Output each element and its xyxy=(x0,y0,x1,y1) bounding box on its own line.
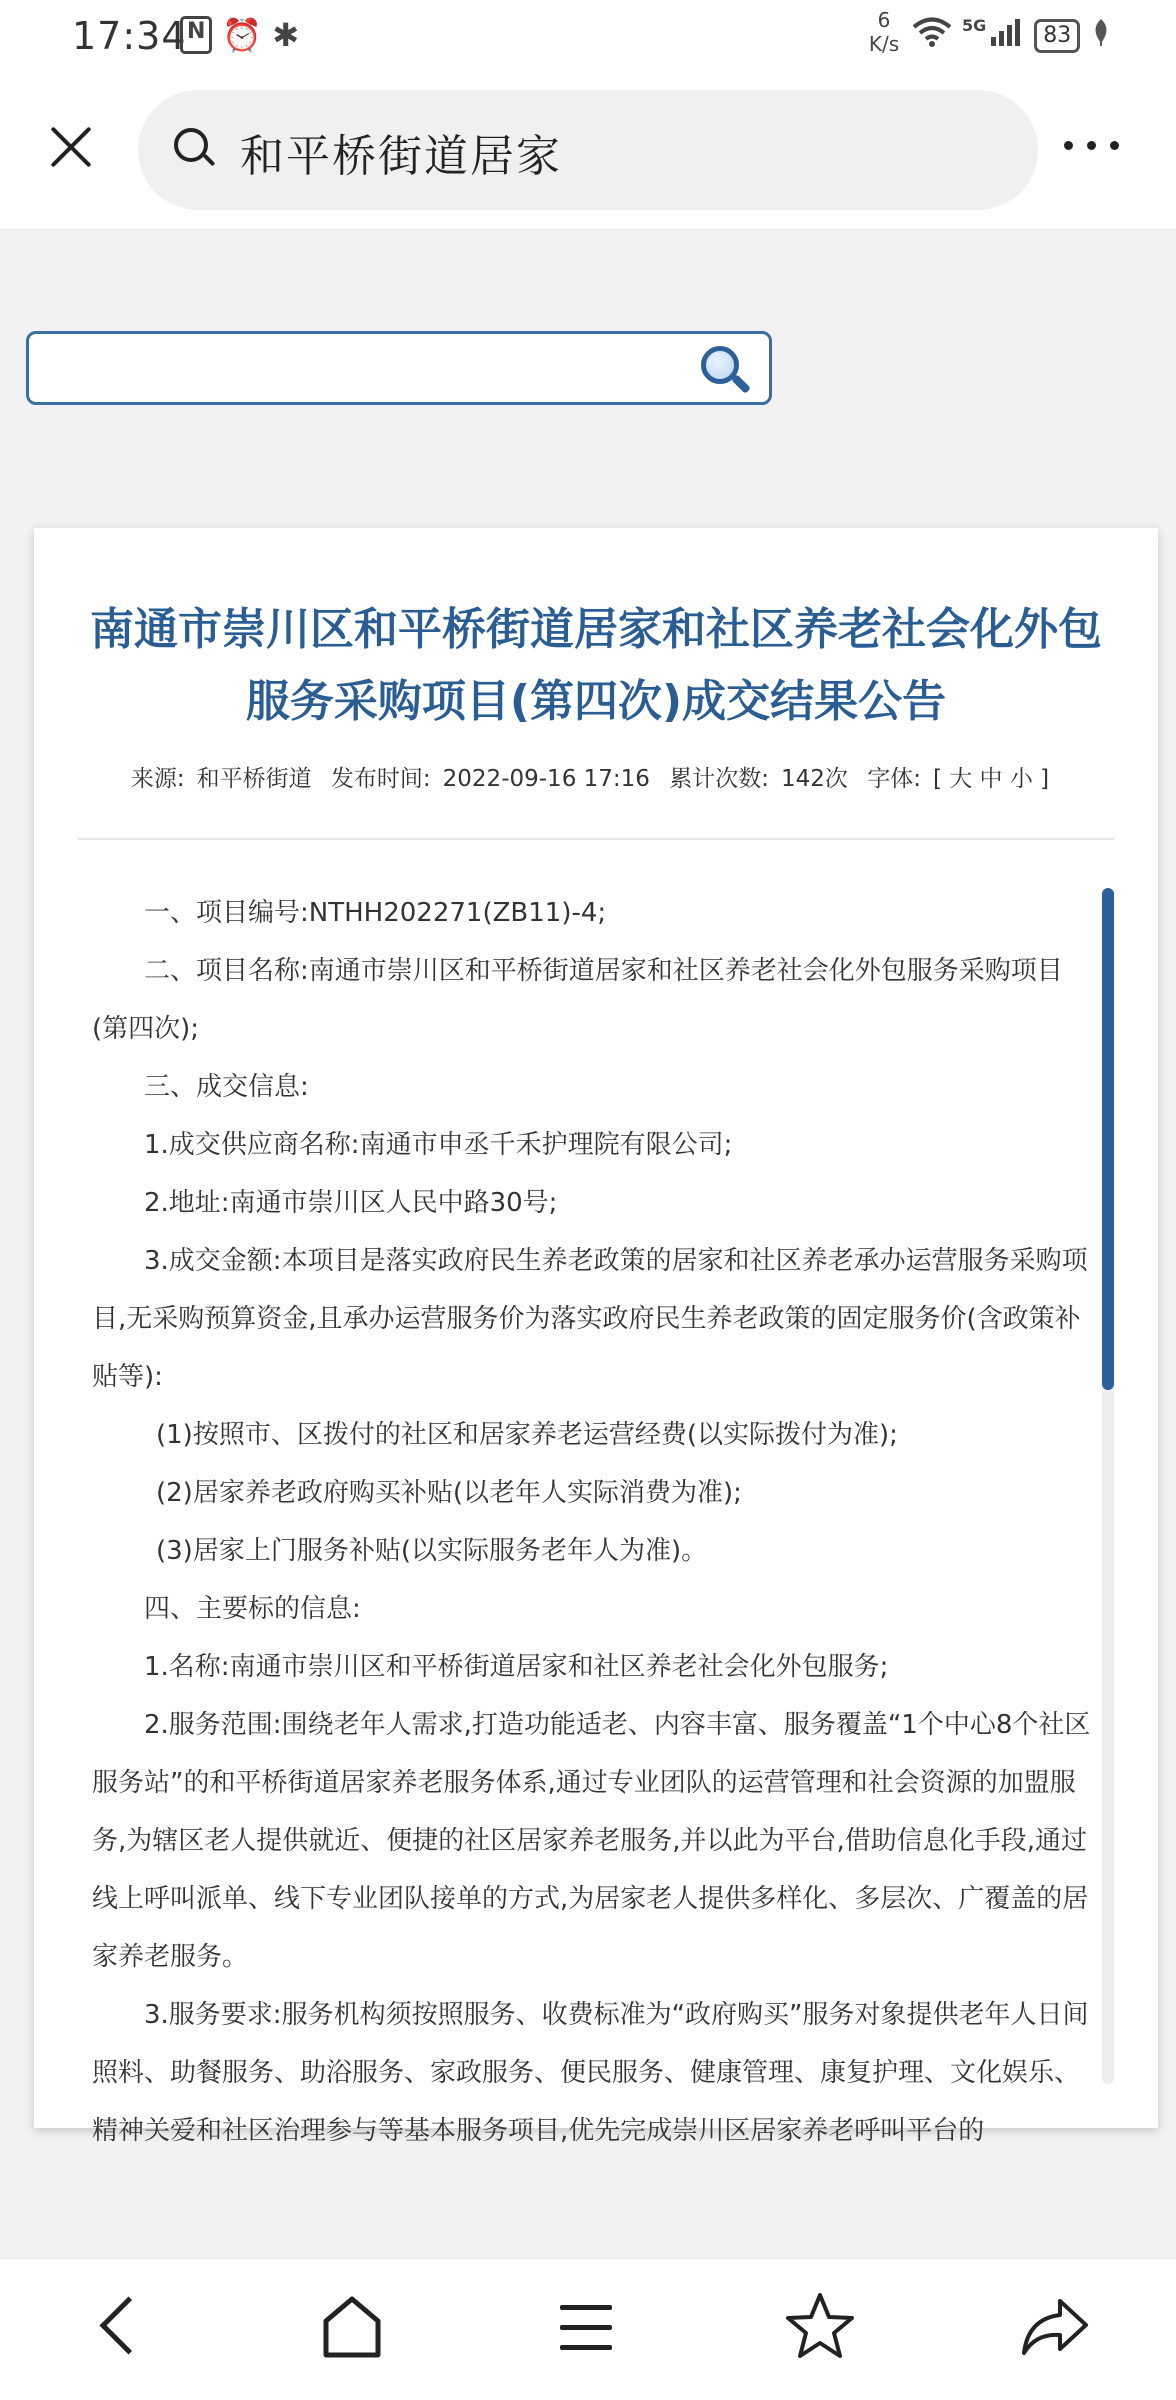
address-search-bar[interactable] xyxy=(138,90,1038,210)
signal-icon xyxy=(990,17,1024,55)
paragraph: 二、项目名称:南通市崇川区和平桥街道居家和社区养老社会化外包服务采购项目(第四次); xyxy=(92,956,1063,1044)
paragraph: (2)居家养老政府购买补贴(以老年人实际消费为准); xyxy=(156,1478,742,1508)
paragraph: 1.成交供应商名称:南通市申丞千禾护理院有限公司; xyxy=(144,1130,733,1160)
paragraph: (1)按照市、区拨付的社区和居家养老运营经费(以实际拨付为准); xyxy=(156,1420,898,1450)
meta-time-label: 发布时间: xyxy=(330,766,431,792)
status-left-icons xyxy=(180,16,299,54)
paragraph: 一、项目编号:NTHH202271(ZB11)-4; xyxy=(144,898,607,928)
paragraph: 三、成交信息: xyxy=(144,1072,309,1102)
paragraph: (3)居家上门服务补贴(以实际服务老年人为准)。 xyxy=(156,1536,708,1566)
wifi-icon xyxy=(912,16,952,56)
article-card xyxy=(34,528,1158,2146)
battery-icon: 83 xyxy=(1034,19,1080,53)
app-bar xyxy=(0,74,1176,230)
home-icon[interactable] xyxy=(312,2287,392,2367)
status-bar xyxy=(0,0,1176,74)
menu-icon[interactable] xyxy=(546,2287,626,2367)
status-time: 17:34 xyxy=(72,14,187,58)
meta-source: 和平桥街道 xyxy=(196,766,312,792)
leaf-icon xyxy=(1090,17,1112,55)
network-speed-unit: K/s xyxy=(868,32,900,56)
scrollbar-thumb[interactable] xyxy=(1102,888,1114,1390)
network-speed xyxy=(862,8,906,56)
article-title: 南通市崇川区和平桥街道居家和社区养老社会化外包服务采购项目(第四次)成交结果公告 xyxy=(90,604,1102,727)
bluetooth-icon: ✱ xyxy=(272,16,300,54)
nfc-icon: N xyxy=(180,16,212,54)
article-content xyxy=(92,884,1092,2146)
paragraph: 2.地址:南通市崇川区人民中路30号; xyxy=(144,1188,558,1218)
paragraph: 3.服务要求:服务机构须按照服务、收费标准为“政府购买”服务对象提供老年人日间照料、助餐服务、助浴服务、家政服务、便民服务、健康管理、康复护理、文化娱乐、精神关爱和社区治理参与等基本服务项目,优先完成崇川区居家养老呼叫平台的 xyxy=(92,2000,1089,2146)
paragraph: 2.服务范围:围绕老年人需求,打造功能适老、内容丰富、服务覆盖“1个中心8个社区服务站”的和平桥街道居家养老服务体系,通过专业团队的运营管理和社会资源的加盟服务,为辖区老人提供就近、便捷的社区居家养老服务,并以此为平台,借助信息化手段,通过线上呼叫派单、线下专业团队接单的方式,为居家老人提供多样化、多层次、广覆盖的居家养老服务。 xyxy=(92,1710,1091,1972)
share-icon[interactable] xyxy=(1014,2287,1094,2367)
search-query[interactable]: 和平桥街道居家 xyxy=(240,131,562,182)
back-icon[interactable] xyxy=(78,2287,158,2367)
alarm-icon: ⏰ xyxy=(222,16,263,54)
network-speed-value: 6 xyxy=(877,8,891,32)
paragraph: 1.名称:南通市崇川区和平桥街道居家和社区养老社会化外包服务; xyxy=(144,1652,889,1682)
status-right-icons xyxy=(912,16,1112,56)
paragraph: 四、主要标的信息: xyxy=(144,1594,361,1624)
bookmark-star-icon[interactable] xyxy=(780,2287,860,2367)
content-scrollbar[interactable] xyxy=(1102,888,1114,2084)
magnifier-icon[interactable] xyxy=(699,344,751,396)
article-meta xyxy=(74,760,1118,793)
bottom-navigation xyxy=(0,2258,1176,2400)
divider xyxy=(78,838,1114,840)
search-icon xyxy=(174,128,214,168)
meta-time: 2022-09-16 17:16 xyxy=(442,766,650,792)
site-search-input[interactable] xyxy=(26,331,772,405)
meta-font-label: 字体: xyxy=(867,766,921,792)
paragraph: 3.成交金额:本项目是落实政府民生养老政策的居家和社区养老承办运营服务采购项目,无采购预算资金,且承办运营服务价为落实政府民生养老政策的固定服务价(含政策补贴等): xyxy=(92,1246,1088,1392)
network-type: 5G xyxy=(962,16,987,35)
meta-views: 142次 xyxy=(780,766,848,792)
meta-source-label: 来源: xyxy=(130,766,185,792)
more-options-icon[interactable] xyxy=(1064,130,1134,160)
meta-views-label: 累计次数: xyxy=(669,766,769,792)
close-icon[interactable] xyxy=(38,114,104,180)
font-size-switch[interactable]: [ 大 中 小 ] xyxy=(932,766,1050,792)
